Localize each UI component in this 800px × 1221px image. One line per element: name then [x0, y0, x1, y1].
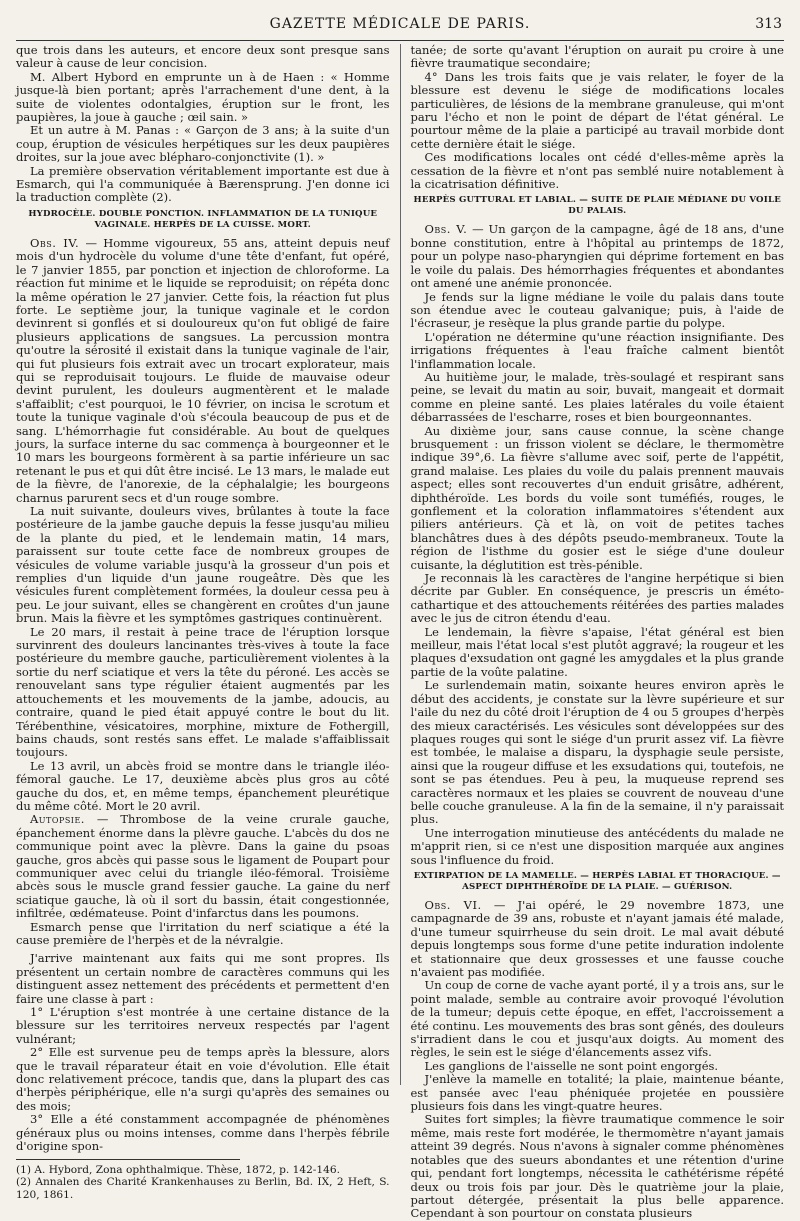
left-column [16, 43, 390, 1201]
autopsy-paragraph [16, 813, 390, 920]
paragraph: Je reconnais là les caractères de l'angine herpétique si bien décrite par Gubler. En conséquence, je prescris un éméto-cathartique et des attouchements réitérées des parties malades avec le jus de citron étendu d'eau. [410, 571, 784, 626]
observation-paragraph [411, 899, 785, 979]
paragraph: Une interrogation minutieuse des antécédents du malade ne m'apprit rien, si ce n'est une disposition marquée aux angines sous l'influence du froid. [410, 825, 784, 867]
paragraph: tanée; de sorte qu'avant l'éruption on aurait pu croire à une fièvre traumatique secondaire; [410, 43, 784, 71]
two-column-body [16, 43, 784, 1221]
observation-heading: HERPÈS GUTTURAL ET LABIAL. — SUITE DE PLAIE MÉDIANE DU VOILE DU PALAIS. [413, 195, 781, 217]
footnote: (1) A. Hybord, Zona ophthalmique. Thèse, 1872, p. 142-146. [16, 1163, 340, 1176]
paragraph: J'enlève la mamelle en totalité; la plaie, maintenue béante, est pansée avec l'eau phéniquée projetée en poussière plusieurs fois dans les vingt-quatre heures. [410, 1072, 784, 1114]
right-column [410, 43, 785, 1221]
paragraph: 3° Elle a été constamment accompagnée de phénomènes généraux plus ou moins intenses, comme dans l'herpès fébrile d'origine spon- [16, 1112, 390, 1154]
autopsy-label: Autopsie. [30, 812, 85, 827]
paragraph: Suites fort simples; la fièvre traumatique commence le soir même, mais reste fort modérée, le thermomètre n'ayant jamais atteint 39 degrés. Nous n'avons à signaler comme phénomènes notables que des sueurs abondantes et une rétention d'urine qui, pendant fort longtemps, nécessita le cathétérisme répété deux ou trois fois par jour. Dès le quatrième jour la plaie, partout détergée, présentait la plus belle apparence. Cependant à son pourtour on constata plusieurs [410, 1112, 784, 1221]
paragraph: Le lendemain, la fièvre s'apaise, l'état général est bien meilleur, mais l'état local s'est plutôt aggravé; la rougeur et les plaques d'exsudation ont gagné les amygdales et la plus grande partie de la voûte palatine. [410, 624, 784, 679]
observation-paragraph [411, 223, 785, 290]
observation-label: Obs. V. [424, 222, 468, 237]
paragraph: 1° L'éruption s'est montrée à une certaine distance de la blessure sur les territoires nerveux respectés par l'agent vulnérant; [16, 1005, 390, 1046]
observation-paragraph [16, 237, 390, 505]
paragraph: L'opération ne détermine qu'une réaction insignifiante. Des irrigations fréquentes à l'eau fraîche calment bientôt l'inflammation locale. [410, 329, 784, 371]
page-header [16, 10, 784, 41]
paragraph: Je fends sur la ligne médiane le voile du palais dans toute son étendue avec le couteau galvanique; puis, à l'aide de l'écraseur, je resèque la plus grande partie du polype. [410, 289, 784, 331]
observation-heading: HYDROCÈLE. DOUBLE PONCTION. INFLAMMATION DE LA TUNIQUE VAGINALE. HERPÈS DE LA CUISSE. MORT. [28, 208, 378, 230]
paragraph: Le surlendemain matin, soixante heures environ après le début des accidents, je constate sur la lèvre supérieure et sur l'aile du nez du côté droit l'éruption de 4 ou 5 groupes d'herpès des mieux caractérisés. Les vésicules sont développées sur des plaques rouges qui sont le siége d'un prurit assez vif. La fièvre est tombée, le malaise a disparu, la dysphagie seule persiste, ainsi que la rougeur diffuse et les exsudations qui, toutefois, ne sont se pas étendues. Peu à peu, la muqueuse reprend ses caractères normaux et les plaies se couvrent de nouveau d'une belle couche granuleuse. A la fin de la semaine, il n'y paraissait plus. [410, 678, 784, 827]
paragraph: Au dixième jour, sans cause connue, la scène change brusquement : un frisson violent se déclare, le thermomètre indique 39°,6. La fièvre s'allume avec soif, perte de l'appétit, grand malaise. Les plaies du voile du palais prennent mauvais aspect; elles sont recouvertes d'un enduit grisâtre, adhérent, diphthéroïde. Les bords du voile sont tuméfiés, rouges, le gonflement et la coloration inflammatoires s'étendent aux piliers antérieurs. Çà et là, on voit de petites taches blanchâtres dues à des dépôts pseudo-membraneux. Toute la région de l'isthme du gosier est le siége d'une douleur cuisante, la déglutition est très-pénible. [410, 423, 784, 572]
paragraph: Un coup de corne de vache ayant porté, il y a trois ans, sur le point malade, semble au contraire avoir provoqué l'évolution de la tumeur; depuis cette époque, en effet, l'accroissement a été continu. Les mouvements des bras sont gênés, des douleurs s'irradient dans le cou et jusqu'aux doigts. Au moment des règles, le sein est le siége d'élancements assez vifs. [410, 978, 784, 1060]
column-divider [400, 44, 401, 1085]
paragraph: 4° Dans les trois faits que je vais relater, le foyer de la blessure est devenu le siége de modifications locales particulières, de lésions de la membrane granuleuse, qui m'ont paru l'écho et non le point de départ de l'état général. Le pourtour même de la plaie a participé au travail morbide dont cette dernière était le siége. [410, 69, 784, 151]
paragraph: M. Albert Hybord en emprunte un à de Haen : « Homme jusque-là bien portant; après l'arrachement d'une dent, à la suite de violentes odontalgies, éruption sur le front, les paupières, la joue à gauche ; œil sain. » [16, 69, 390, 125]
autopsy-text: — Thrombose de la veine crurale gauche, épanchement énorme dans la plèvre gauche. L'abcès du dos ne communique point avec la plèvre. Dans la gaine du psoas gauche, gros abcès qui passe sous le ligament de Poupart pour communiquer avec celui du triangle iléo-fémoral. Troisième abcès sous le muscle grand fessier gauche. La gaine du nerf sciatique gauche, là où il sort du bassin, était congestionnée, infiltrée, œdémateuse. Point d'infarctus dans les poumons. [16, 812, 390, 921]
paragraph: que trois dans les auteurs, et encore deux sont presque sans valeur à cause de leur concision. [16, 43, 390, 71]
observation-label: Obs. VI. [424, 897, 482, 912]
observation-label: Obs. IV. [30, 235, 80, 250]
footnote: (2) Annalen des Charité Krankenhauses zu Berlin, Bd. IX, 2 Heft, S. 120, 1861. [16, 1176, 390, 1201]
paragraph: La première observation véritablement importante est due à Esmarch, qui l'a communiquée à Bærensprung. J'en donne ici la traduction complète (2). [16, 163, 390, 205]
observation-text: — Un garçon de la campagne, âgé de 18 ans, d'une bonne constitution, entre à l'hôpital au printemps de 1872, pour un polype naso-pharyngien qui déprime fortement en bas le voile du palais. Des hémorrhagies fréquentes et abondantes ont amené une anémie prononcée. [410, 222, 784, 291]
paragraph: Le 13 avril, un abcès froid se montre dans le triangle iléo-fémoral gauche. Le 17, deuxième abcès plus gros au côté gauche du dos, et, en même temps, épanchement pleurétique du même côté. Mort le 20 avril. [16, 758, 390, 813]
paragraph: Le 20 mars, il restait à peine trace de l'éruption lorsque survinrent des douleurs lancinantes très-vives à toute la face postérieure du membre gauche, particulièrement violentes à la sortie du nerf sciatique et vers la tête du péroné. Les accès se renouvelant sans type régulier étaient augmentés par les attouchements et les mouvements de la jambe, adoucis, au contraire, quand le pied était appuyé contre le bout du lit. Térébenthine, vésicatoires, morphine, mixture de Fothergill, bains chauds, sont restés sans effet. Le malade s'affaiblissait toujours. [16, 624, 390, 760]
paragraph: 2° Elle est survenue peu de temps après la blessure, alors que le travail réparateur était en voie d'évolution. Elle était donc relativement précoce, tandis que, dans la plupart des cas d'herpès périphérique, elle n'a surgi qu'après des semaines ou des mois; [16, 1045, 390, 1113]
observation-heading: EXTIRPATION DE LA MAMELLE. — HERPÈS LABIAL ET THORACIQUE. — ASPECT DIPHTHÉROÏDE DE LA PLAIE. — GUÉRISON. [413, 870, 781, 892]
paragraph: Au huitième jour, le malade, très-soulagé et respirant sans peine, se levait du matin au soir, buvait, mangeait et dormait comme en pleine santé. Les plaies latérales du voile étaient débarrassées de l'escharre, roses et bien bourgeonnantes. [410, 369, 784, 425]
footnote-divider [16, 1159, 240, 1160]
page-number: 313 [755, 16, 782, 32]
paragraph: Les ganglions de l'aisselle ne sont point engorgés. [424, 1058, 719, 1073]
paragraph: Et un autre à M. Panas : « Garçon de 3 ans; à la suite d'un coup, éruption de vésicules herpétiques sur les deux paupières droites, sur la joue avec blépharo-conjonctivite (1). » [16, 123, 390, 165]
paragraph: La nuit suivante, douleurs vives, brûlantes à toute la face postérieure de la jambe gauche depuis la fesse jusqu'au milieu de la plante du pied, et le lendemain matin, 14 mars, paraissent sur toute cette face de nombreux groupes de vésicules de volume variable jusqu'à la grosseur d'un pois et remplies d'un liquide d'un jaune rougeâtre. Dès que les vésicules furent complètement formées, la douleur cessa peu à peu. Le jour suivant, elles se changèrent en croûtes d'un jaune brun. Mais la fièvre et les symptômes gastriques continuèrent. [16, 504, 390, 626]
paragraph: J'arrive maintenant aux faits qui me sont propres. Ils présentent un certain nombre de caractères communs qui les distinguent assez nettement des précédents et permettent d'en faire une classe à part : [16, 951, 390, 1006]
running-title: GAZETTE MÉDICALE DE PARIS. [269, 16, 531, 32]
paragraph: Ces modifications locales ont cédé d'elles-même après la cessation de la fièvre et n'ont pas semblé nuire notablement à la cicatrisation définitive. [410, 150, 784, 192]
observation-text: — J'ai opéré, le 29 novembre 1873, une campagnarde de 39 ans, robuste et n'ayant jamais été malade, d'une tumeur squirrheuse du sein droit. Le mal avait débuté depuis longtemps sous forme d'une petite induration indolente et stationnaire que deux grossesses et une fausse couche n'avaient pas modifiée. [410, 897, 784, 979]
observation-text: — Homme vigoureux, 55 ans, atteint depuis neuf mois d'un hydrocèle du volume d'une tête d'enfant, fut opéré, le 7 janvier 1855, par ponction et injection de chloroforme. La réaction fut minime et le liquide se reproduisit; on répéta donc la même opération le 27 janvier. Cette fois, la réaction fut plus forte. Le septième jour, la tunique vaginale et le cordon devinrent si gonflés et si douloureux qu'on fut obligé de faire plusieurs applications de sangsues. La percussion montra qu'outre la sérosité il existait dans la tunique vaginale de l'air, qui fut plusieurs fois extrait avec un trocart explorateur, mais qui se reproduisait toujours. Le fluide de mauvaise odeur devint purulent, les douleurs augmentèrent et le malade s'affaiblit; c'est pourquoi, le 10 février, on incisa le scrotum et toute la tunique vaginale d'où s'écoula beaucoup de pus et de sang. L'hémorrhagie fut considérable. Au bout de quelques jours, la surface interne du sac commença à bourgeonner et le 10 mars les bourgeons formèrent à sa partie inférieure un sac retenant le pus et qui dût être incisé. Le 13 mars, le malade eut de la fièvre, de l'anorexie, de la céphalalgie; les bourgeons charnus parurent secs et d'un rouge sombre. [16, 235, 390, 505]
paragraph: Esmarch pense que l'irritation du nerf sciatique a été la cause première de l'herpès et de la névralgie. [16, 919, 390, 947]
